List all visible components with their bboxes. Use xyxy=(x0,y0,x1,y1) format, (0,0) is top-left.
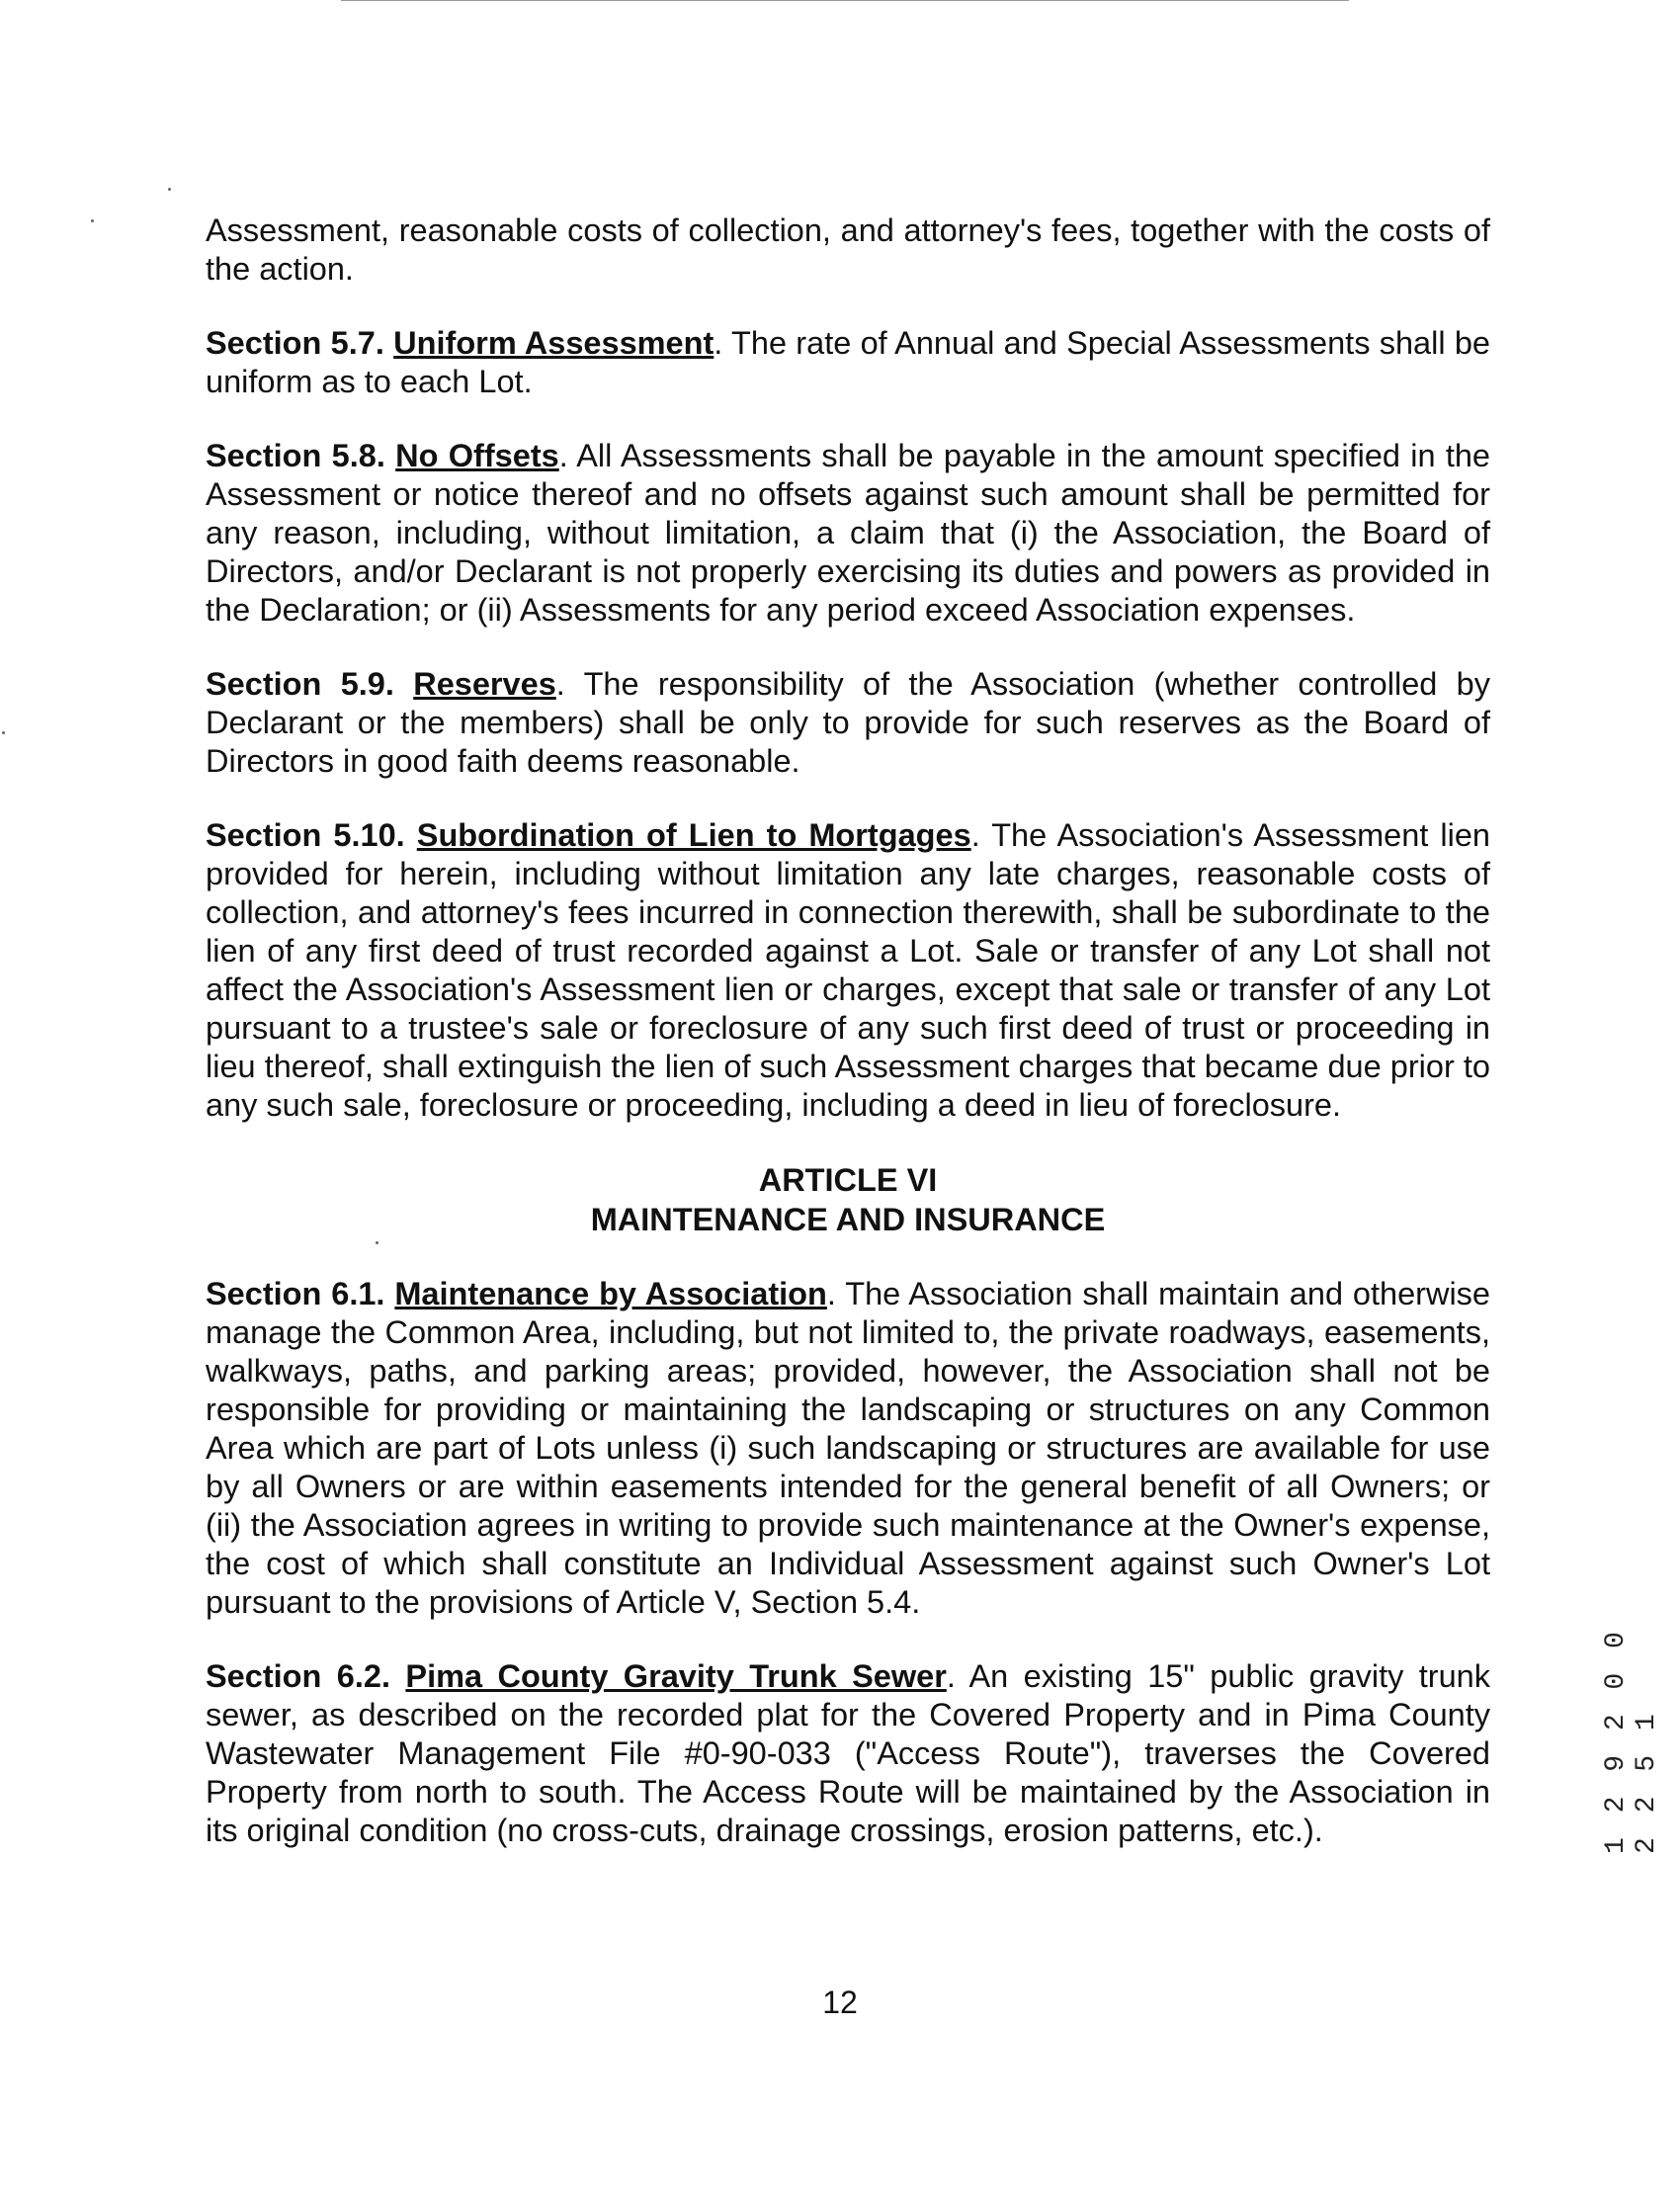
scan-speck xyxy=(168,188,171,191)
section-text: The Association's Assessment lien provided for herein, including without limitation any late charges, reasonable costs of collection, and attorney's fees incurred in connection therewith, shall be subordinate to the lien of any first deed of trust recorded against a Lot. Sale or transfer of any Lot shall not affect the Association's Assessment lien or charges, except that sale or transfer of any Lot pursuant to a trustee's sale or foreclosure of any such first deed of trust or proceeding in lieu thereof, shall extinguish the lien of such Assessment charges that became due prior to any such sale, foreclosure or proceeding, including a deed in lieu of foreclosure. xyxy=(206,817,1490,1123)
section-5-8: Section 5.8. No Offsets. All Assessments shall be payable in the amount specified in the Assessment or notice thereof and no offsets against such amount shall be permitted for any reason, including, without limitation, a claim that (i) the Association, the Board of Directors, and/or Declarant is not properly exercising its duties and powers as provided in the Declaration; or (ii) Assessments for any period exceed Association expenses. xyxy=(206,438,1491,628)
recording-stamp: 1 2 9 2 0 0 2 2 5 1 xyxy=(1601,1628,1662,1854)
page-number: 12 xyxy=(822,1985,858,2020)
article-label: ARTICLE VI xyxy=(758,1162,938,1198)
top-border-line xyxy=(341,0,1349,1)
intro-paragraph: Assessment, reasonable costs of collection, and attorney's fees, together with the costs of the action. xyxy=(206,212,1490,287)
section-5-9: Section 5.9. Reserves. The responsibility of the Association (whether controlled by Declarant or the members) shall be only to provide for such reserves as the Board of Directors in good faith deems reasonable. xyxy=(206,666,1490,779)
section-6-1: Section 6.1. Maintenance by Association. The Association shall maintain and otherwise manage the Common Area, including, but not limited to, the private roadways, easements, walkways, paths, and parking areas; provided, however, the Association shall not be responsible for providing or maintaining the landscaping or structures on any Common Area which are part of Lots unless (i) such landscaping or structures are available for use by all Owners or are within easements intended for the general benefit of all Owners; or (ii) the Association agrees in writing to provide such maintenance at the Owner's expense, the cost of which shall constitute an Individual Assessment against such Owner's Lot pursuant to the provisions of Article V, Section 5.4. xyxy=(206,1276,1490,1620)
section-text: All Assessments shall be payable in the amount specified in the Assessment or notice thereof and no offsets against such amount shall be permitted for any reason, including, without limitation, a claim that (i) the Association, the Board of Directors, and/or Declarant is not properly exercising its duties and powers as provided in the Declaration; or (ii) Assessments for any period exceed Association expenses. xyxy=(206,438,1491,628)
section-number: Section 5.10. xyxy=(206,817,405,853)
section-text: The rate of Annual and Special Assessments shall be uniform as to each Lot. xyxy=(206,325,1490,399)
section-title: Subordination of Lien to Mortgages xyxy=(416,817,971,853)
section-5-7: Section 5.7. Uniform Assessment. The rate of Annual and Special Assessments shall be uniform as to each Lot. xyxy=(206,325,1490,399)
scan-speck xyxy=(91,219,94,222)
article-heading xyxy=(206,1160,1490,1239)
section-6-2: Section 6.2. Pima County Gravity Trunk Sewer. An existing 15" public gravity trunk sewer, as described on the recorded plat for the Covered Property and in Pima County Wastewater Management File #0-90-033 ("Access Route"), traverses the Covered Property from north to south. The Access Route will be maintained by the Association in its original condition (no cross-cuts, drainage crossings, erosion patterns, etc.). xyxy=(206,1658,1490,1848)
section-title: No Offsets xyxy=(395,438,559,473)
section-title: Maintenance by Association xyxy=(394,1276,827,1311)
section-text: The Association shall maintain and otherwise manage the Common Area, including, but not limited to, the private roadways, easements, walkways, paths, and parking areas; provided, however, the Association shall not be responsible for providing or maintaining the landscaping or structures on any Common Area which are part of Lots unless (i) such landscaping or structures are available for use by all Owners or are within easements intended for the general benefit of all Owners; or (ii) the Association agrees in writing to provide such maintenance at the Owner's expense, the cost of which shall constitute an Individual Assessment against such Owner's Lot pursuant to the provisions of Article V, Section 5.4. xyxy=(206,1276,1490,1620)
section-title: Reserves xyxy=(413,666,556,702)
article-title: MAINTENANCE AND INSURANCE xyxy=(590,1202,1106,1237)
section-number: Section 5.7. xyxy=(206,325,384,361)
section-text: An existing 15" public gravity trunk sewer, as described on the recorded plat for the Covered Property and in Pima County Wastewater Management File #0-90-033 ("Access Route"), traverses the Covered Property from north to south. The Access Route will be maintained by the Association in its original condition (no cross-cuts, drainage crossings, erosion patterns, etc.). xyxy=(206,1658,1490,1848)
document-body xyxy=(206,211,1490,1886)
scan-speck xyxy=(2,731,5,734)
section-text: The responsibility of the Association (whether controlled by Declarant or the members) shall be only to provide for such reserves as the Board of Directors in good faith deems reasonable. xyxy=(206,666,1490,779)
section-number: Section 5.9. xyxy=(206,666,394,702)
section-title: Pima County Gravity Trunk Sewer xyxy=(405,1658,947,1694)
section-number: Section 5.8. xyxy=(206,438,385,473)
section-number: Section 6.2. xyxy=(206,1658,390,1694)
section-number: Section 6.1. xyxy=(206,1276,385,1311)
section-title: Uniform Assessment xyxy=(393,325,714,361)
section-5-10: Section 5.10. Subordination of Lien to Mortgages. The Association's Assessment lien provided for herein, including without limitation any late charges, reasonable costs of collection, and attorney's fees incurred in connection therewith, shall be subordinate to the lien of any first deed of trust recorded against a Lot. Sale or transfer of any Lot shall not affect the Association's Assessment lien or charges, except that sale or transfer of any Lot pursuant to a trustee's sale or foreclosure of any such first deed of trust or proceeding in lieu thereof, shall extinguish the lien of such Assessment charges that became due prior to any such sale, foreclosure or proceeding, including a deed in lieu of foreclosure. xyxy=(206,817,1490,1123)
